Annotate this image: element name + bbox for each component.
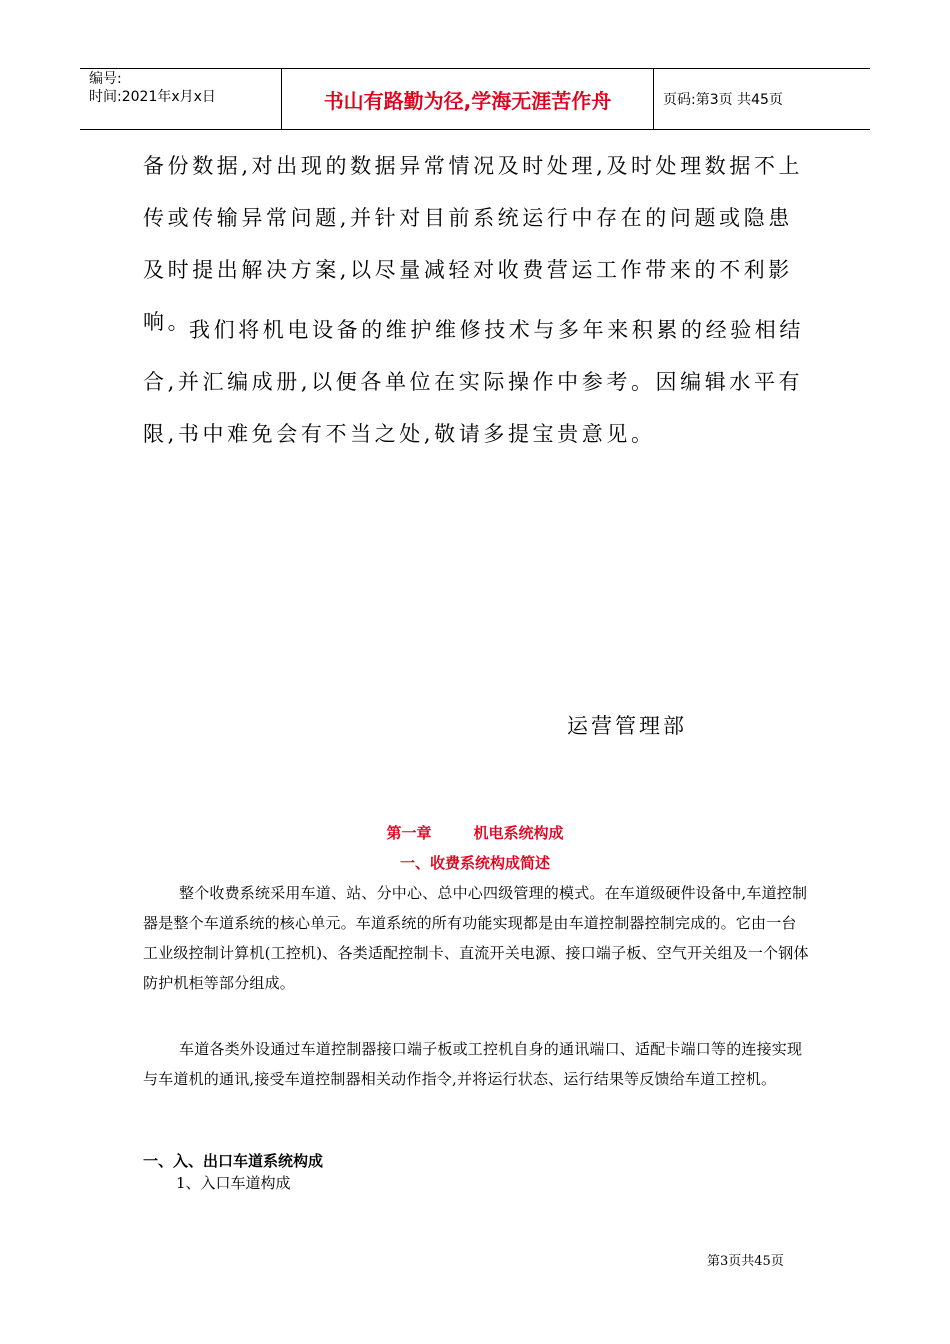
body-paragraph-1: 整个收费系统采用车道、站、分中心、总中心四级管理的模式。在车道级硬件设备中,车道控制器是整个车道系统的核心单元。车道系统的所有功能实现都是由车道控制器控制完成的。它由一台工业级控制计算机(工控机)、各类适配控制卡、直流开关电源、接口端子板、空气开关组及一个钢体防护机柜等部分组成。 xyxy=(143,884,809,992)
section-title: 一、收费系统构成简述 xyxy=(399,854,550,872)
chapter-title xyxy=(0,822,950,843)
header-table xyxy=(80,68,870,130)
preface-paragraph-1: 备份数据,对出现的数据异常情况及时处理,及时处理数据不上传或传输异常问题,并针对目前系统运行中存在的问题或隐患及时提出解决方案,以尽量减轻对收费营运工作带来的不利影响。 xyxy=(143,154,804,334)
header-meta-cell xyxy=(80,69,281,129)
document-number-label: 编号: xyxy=(89,71,122,87)
subsection-heading: 一、入、出口车道系统构成 xyxy=(143,1152,324,1170)
preface-paragraph-2: 我们将机电设备的维护维修技术与多年来积累的经验相结合,并汇编成册,以便各单位在实际操作中参考。因编辑水平有限,书中难免会有不当之处,敬请多提宝贵意见。 xyxy=(143,318,804,446)
chapter-number: 第一章 xyxy=(386,824,432,842)
subsection-item: 1、入口车道构成 xyxy=(176,1174,291,1192)
document-time-label: 时间:2021年x月x日 xyxy=(89,89,216,105)
body-paragraph-2: 车道各类外设通过车道控制器接口端子板或工控机自身的通讯端口、适配卡端口等的连接实现与车道机的通讯,接受车道控制器相关动作指令,并将运行状态、运行结果等反馈给车道工控机。 xyxy=(143,1040,803,1088)
chapter-name: 机电系统构成 xyxy=(473,824,564,842)
header-motto: 书山有路勤为径,学海无涯苦作舟 xyxy=(281,69,654,129)
header-page-code: 页码:第3页 共45页 xyxy=(663,92,783,108)
page-footer: 第3页共45页 xyxy=(707,1254,784,1269)
signature: 运营管理部 xyxy=(567,714,687,738)
